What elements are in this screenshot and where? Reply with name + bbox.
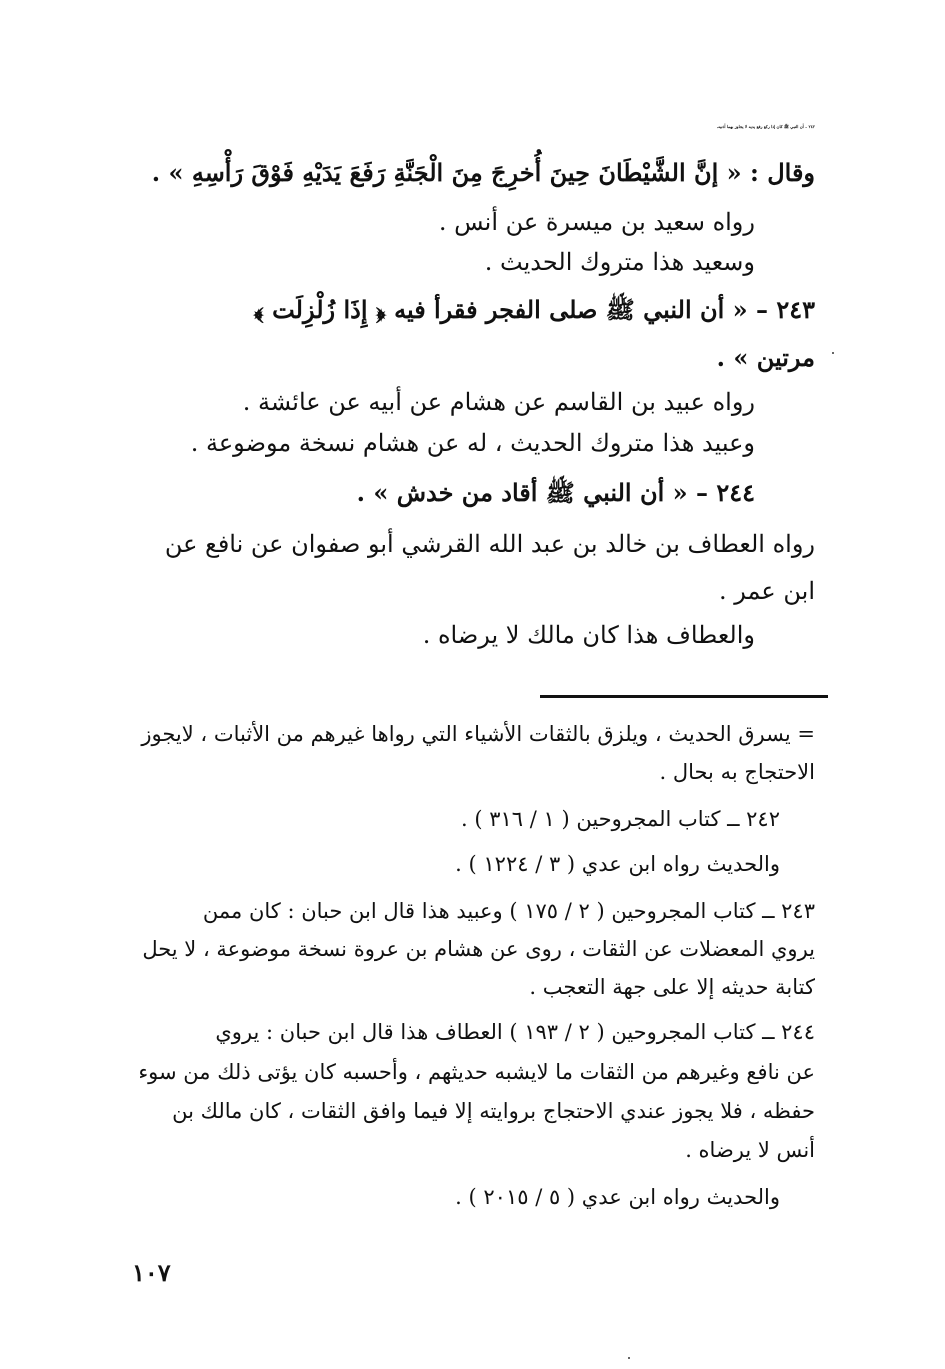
- hadith-243-line-1: ٢٤٣ – « أن النبي ﷺ صلى الفجر فقرأ فيه ﴿ إِذَا زُلْزِلَت ﴾: [253, 295, 815, 324]
- footnote-244-line-3: حفظه ، فلا يجوز عندي الاحتجاج بروايته إلا فيما وافق الثقات ، كان مالك بن: [172, 1099, 815, 1123]
- hadith-242-line-2: وقال : « إنَّ الشَّيْطَانَ حِينَ أُخرِجَ مِنَ الْجَنَّةِ رَفَعَ يَدَيْهِ فَوْقَ رَأْسِهِ » .: [151, 158, 815, 187]
- hadith-242-narration: رواه سعيد بن ميسرة عن أنس .: [438, 208, 755, 236]
- footnote-243-line-2: يروي المعضلات عن الثقات ، روى عن هشام بن عروة نسخة موضوعة ، لا يحل: [142, 937, 815, 961]
- hadith-244-narration-2: ابن عمر .: [719, 577, 815, 605]
- hadith-242-grading: وسعيد هذا متروك الحديث .: [484, 248, 755, 276]
- footnote-243-line-1: ٢٤٣ ــ كتاب المجروحين ( ٢ / ١٧٥ ) وعبيد هذا قال ابن حبان : كان ممن: [202, 899, 815, 923]
- footnote-242-line-1: ٢٤٢ ــ كتاب المجروحين ( ١ / ٣١٦ ) .: [461, 807, 780, 831]
- page-number: ١٠٧: [132, 1258, 171, 1287]
- footnote-244-line-5: والحديث رواه ابن عدي ( ٥ / ٢٠١٥ ) .: [455, 1185, 780, 1209]
- footnote-continuation-line-2: الاحتجاج به بحال .: [659, 760, 815, 784]
- footnote-242-line-2: والحديث رواه ابن عدي ( ٣ / ١٢٢٤ ) .: [455, 852, 780, 876]
- hadith-244-line-1: ٢٤٤ – « أن النبي ﷺ أقاد من خدش » .: [356, 478, 755, 507]
- footnote-separator: [540, 695, 828, 698]
- hadith-242-line-1: ٢٤٢ – أن النبي ﷺ كان إذا ركع رفع يديه لا يجاوز بهما أذنيه،: [716, 124, 815, 129]
- footnote-244-line-1: ٢٤٤ ــ كتاب المجروحين ( ٢ / ١٩٣ ) العطاف هذا قال ابن حبان : يروي: [215, 1020, 815, 1044]
- scan-speck: [628, 1357, 630, 1359]
- footnote-244-line-4: أنس لا يرضاه .: [685, 1138, 815, 1162]
- hadith-243-narration: رواه عبيد بن القاسم عن هشام عن أبيه عن عائشة .: [242, 388, 755, 416]
- hadith-243-grading: وعبيد هذا متروك الحديث ، له عن هشام نسخة موضوعة .: [190, 429, 755, 457]
- footnote-continuation-line-1: = يسرق الحديث ، ويلزق بالثقات الأشياء التي رواها غيرهم من الأثبات ، لايجوز: [141, 722, 815, 746]
- hadith-243-line-2: مرتين » .: [716, 343, 815, 372]
- hadith-244-grading: والعطاف هذا كان مالك لا يرضاه .: [422, 621, 755, 649]
- footnote-243-line-3: كتابة حديثه إلا على جهة التعجب .: [529, 975, 815, 999]
- hadith-244-narration-1: رواه العطاف بن خالد بن عبد الله القرشي أبو صفوان عن نافع عن: [164, 530, 815, 558]
- footnote-244-line-2: عن نافع وغيرهم من الثقات ما لايشبه حديثهم ، وأحسبه كان يؤتى ذلك من سوء: [138, 1060, 815, 1084]
- scan-speck: [832, 352, 834, 354]
